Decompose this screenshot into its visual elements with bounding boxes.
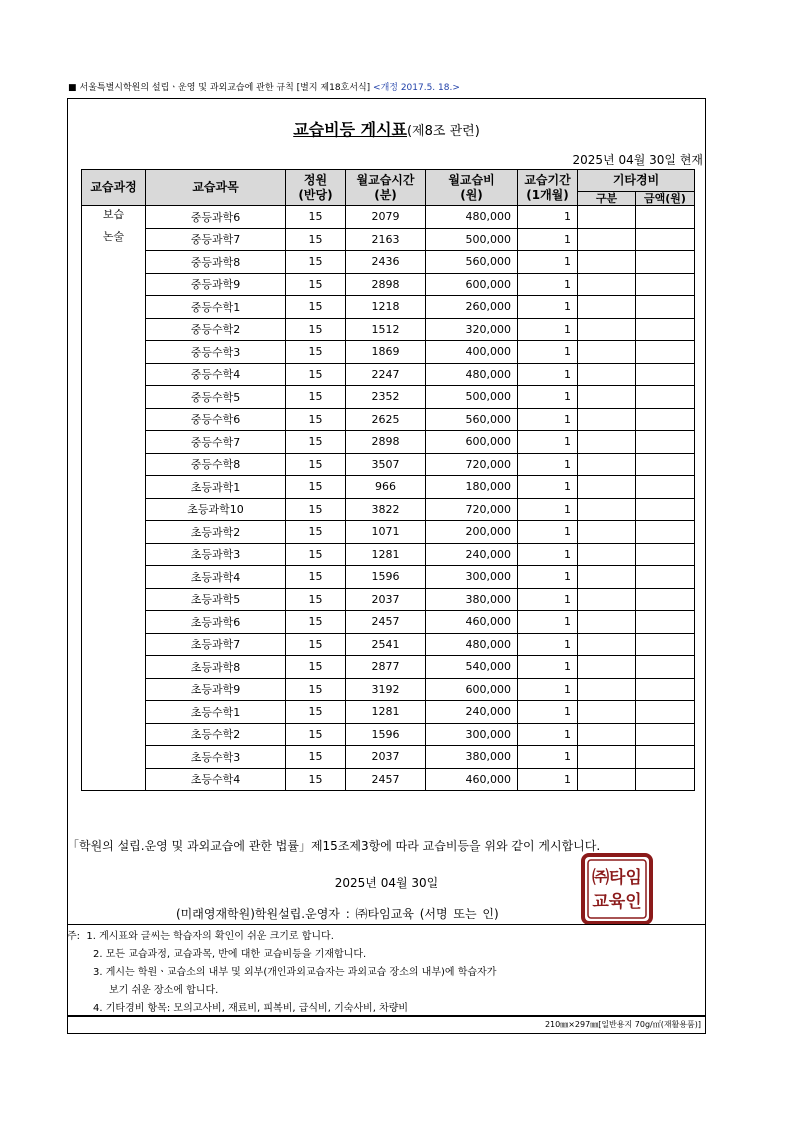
header-other-expenses: 기타경비 — [578, 170, 695, 192]
hours-cell: 1071 — [346, 521, 426, 544]
period-cell: 1 — [518, 723, 578, 746]
paper-spec: 210㎜×297㎜[일반용지 70g/㎡(재활용품)] — [544, 1020, 701, 1029]
table-row — [82, 273, 695, 296]
table-row — [82, 363, 695, 386]
header-period-line2: (1개월) — [526, 187, 569, 202]
hours-cell: 1596 — [346, 566, 426, 589]
subject-cell: 초등과학5 — [146, 588, 286, 611]
other-type-cell — [578, 251, 636, 274]
note-1: 1. 게시표와 글씨는 학습자의 확인이 쉬운 크기로 합니다. — [86, 931, 334, 942]
period-cell: 1 — [518, 318, 578, 341]
fee-cell: 500,000 — [426, 228, 518, 251]
course-cell — [82, 431, 146, 454]
period-cell: 1 — [518, 701, 578, 724]
revision-note: <개정 2017.5. 18.> — [373, 83, 460, 93]
subject-cell: 초등과학6 — [146, 611, 286, 634]
other-type-cell — [578, 408, 636, 431]
table-row — [82, 566, 695, 589]
subject-cell: 중등수학5 — [146, 386, 286, 409]
header-fee-line2: (원) — [460, 187, 483, 202]
subject-cell: 중등과학9 — [146, 273, 286, 296]
course-cell — [82, 318, 146, 341]
other-amount-cell — [636, 746, 695, 769]
header-hours-line1: 월교습시간 — [356, 172, 415, 187]
header-capacity-line1: 정원 — [303, 172, 328, 187]
capacity-cell: 15 — [286, 251, 346, 274]
fee-cell: 180,000 — [426, 476, 518, 499]
course-cell — [82, 678, 146, 701]
subject-cell: 초등과학8 — [146, 656, 286, 679]
capacity-cell: 15 — [286, 363, 346, 386]
hours-cell: 3507 — [346, 453, 426, 476]
course-cell — [82, 251, 146, 274]
subject-cell: 초등과학1 — [146, 476, 286, 499]
table-row — [82, 431, 695, 454]
table-row — [82, 296, 695, 319]
table-row — [82, 206, 695, 229]
hours-cell: 2625 — [346, 408, 426, 431]
subject-cell: 중등과학7 — [146, 228, 286, 251]
note-3-continued: 보기 쉬운 장소에 합니다. — [109, 985, 219, 996]
period-cell: 1 — [518, 768, 578, 791]
capacity-cell: 15 — [286, 273, 346, 296]
table-row — [82, 408, 695, 431]
course-cell — [82, 498, 146, 521]
other-amount-cell — [636, 543, 695, 566]
period-cell: 1 — [518, 341, 578, 364]
course-cell — [82, 543, 146, 566]
course-cell — [82, 701, 146, 724]
capacity-cell: 15 — [286, 746, 346, 769]
other-amount-cell — [636, 318, 695, 341]
period-cell: 1 — [518, 363, 578, 386]
capacity-cell: 15 — [286, 386, 346, 409]
subject-cell: 중등수학7 — [146, 431, 286, 454]
hours-cell: 1218 — [346, 296, 426, 319]
hours-cell: 2037 — [346, 588, 426, 611]
header-other-type: 구분 — [578, 192, 636, 206]
capacity-cell: 15 — [286, 656, 346, 679]
other-type-cell — [578, 363, 636, 386]
fee-cell: 240,000 — [426, 543, 518, 566]
course-cell — [82, 746, 146, 769]
table-row — [82, 521, 695, 544]
note-3: 3. 게시는 학원ㆍ교습소의 내부 및 외부(개인과외교습자는 과외교습 장소의 내부)에 학습자가 — [93, 967, 497, 978]
subject-cell: 중등과학8 — [146, 251, 286, 274]
fee-cell: 720,000 — [426, 498, 518, 521]
subject-cell: 중등수학3 — [146, 341, 286, 364]
subject-cell: 중등과학6 — [146, 206, 286, 229]
subject-cell: 초등수학1 — [146, 701, 286, 724]
period-cell: 1 — [518, 633, 578, 656]
capacity-cell: 15 — [286, 498, 346, 521]
capacity-cell: 15 — [286, 228, 346, 251]
other-type-cell — [578, 588, 636, 611]
other-amount-cell — [636, 206, 695, 229]
period-cell: 1 — [518, 678, 578, 701]
other-type-cell — [578, 768, 636, 791]
title-sub: (제8조 관련) — [406, 124, 480, 139]
table-row — [82, 251, 695, 274]
other-type-cell — [578, 476, 636, 499]
table-row — [82, 386, 695, 409]
hours-cell: 2352 — [346, 386, 426, 409]
other-type-cell — [578, 296, 636, 319]
header-subject: 교습과목 — [146, 170, 286, 206]
title-main: 교습비등 게시표 — [293, 120, 407, 139]
other-type-cell — [578, 341, 636, 364]
period-cell: 1 — [518, 476, 578, 499]
other-amount-cell — [636, 251, 695, 274]
other-amount-cell — [636, 701, 695, 724]
subject-cell: 중등수학8 — [146, 453, 286, 476]
hours-cell: 1281 — [346, 701, 426, 724]
as-of-date: 2025년 04월 30일 현재 — [572, 153, 703, 167]
other-amount-cell — [636, 723, 695, 746]
hours-cell: 2079 — [346, 206, 426, 229]
capacity-cell: 15 — [286, 611, 346, 634]
hours-cell: 2457 — [346, 768, 426, 791]
other-type-cell — [578, 656, 636, 679]
capacity-cell: 15 — [286, 701, 346, 724]
other-amount-cell — [636, 768, 695, 791]
header-marker: ■ — [68, 83, 77, 93]
period-cell: 1 — [518, 521, 578, 544]
capacity-cell: 15 — [286, 453, 346, 476]
posting-statement: 「학원의 설립.운영 및 과외교습에 관한 법률」제15조제3항에 따라 교습비등을 위와 같이 게시합니다. — [67, 839, 601, 853]
table-row — [82, 341, 695, 364]
other-amount-cell — [636, 386, 695, 409]
regulation-reference: 서울특별시학원의 설립ㆍ운영 및 과외교습에 관한 규칙 [별지 제18호서식] — [79, 83, 371, 93]
subject-cell: 초등과학3 — [146, 543, 286, 566]
other-amount-cell — [636, 363, 695, 386]
course-cell — [82, 633, 146, 656]
fee-cell: 480,000 — [426, 363, 518, 386]
other-type-cell — [578, 746, 636, 769]
seal-text-bottom: 교육인 — [592, 892, 642, 912]
hours-cell: 2541 — [346, 633, 426, 656]
period-cell: 1 — [518, 588, 578, 611]
course-cell: 논술 — [82, 228, 146, 251]
fee-cell: 600,000 — [426, 431, 518, 454]
period-cell: 1 — [518, 498, 578, 521]
other-amount-cell — [636, 588, 695, 611]
period-cell: 1 — [518, 431, 578, 454]
fee-cell: 380,000 — [426, 746, 518, 769]
subject-cell: 초등과학2 — [146, 521, 286, 544]
subject-cell: 초등과학7 — [146, 633, 286, 656]
capacity-cell: 15 — [286, 431, 346, 454]
header-fee — [426, 170, 518, 206]
course-cell — [82, 476, 146, 499]
other-type-cell — [578, 453, 636, 476]
fee-cell: 400,000 — [426, 341, 518, 364]
subject-cell: 초등과학4 — [146, 566, 286, 589]
other-amount-cell — [636, 521, 695, 544]
capacity-cell: 15 — [286, 341, 346, 364]
table-row — [82, 228, 695, 251]
other-amount-cell — [636, 453, 695, 476]
capacity-cell: 15 — [286, 206, 346, 229]
hours-cell: 1869 — [346, 341, 426, 364]
subject-cell: 초등과학10 — [146, 498, 286, 521]
other-amount-cell — [636, 408, 695, 431]
capacity-cell: 15 — [286, 678, 346, 701]
header-fee-line1: 월교습비 — [448, 172, 495, 187]
seal-border — [583, 855, 651, 923]
capacity-cell: 15 — [286, 543, 346, 566]
subject-cell: 초등수학4 — [146, 768, 286, 791]
hours-cell: 3192 — [346, 678, 426, 701]
subject-cell: 중등수학6 — [146, 408, 286, 431]
course-cell — [82, 611, 146, 634]
other-type-cell — [578, 566, 636, 589]
notes-label: 주: — [67, 931, 81, 942]
hours-cell: 2436 — [346, 251, 426, 274]
table-row — [82, 611, 695, 634]
other-type-cell — [578, 273, 636, 296]
hours-cell: 2163 — [346, 228, 426, 251]
company-seal — [581, 853, 653, 925]
other-type-cell — [578, 498, 636, 521]
course-cell — [82, 521, 146, 544]
fee-cell: 460,000 — [426, 611, 518, 634]
period-cell: 1 — [518, 611, 578, 634]
period-cell: 1 — [518, 206, 578, 229]
other-type-cell — [578, 521, 636, 544]
fee-cell: 560,000 — [426, 251, 518, 274]
hours-cell: 1596 — [346, 723, 426, 746]
hours-cell: 2457 — [346, 611, 426, 634]
course-cell — [82, 273, 146, 296]
other-amount-cell — [636, 341, 695, 364]
hours-cell: 1512 — [346, 318, 426, 341]
hours-cell: 2247 — [346, 363, 426, 386]
course-cell — [82, 768, 146, 791]
header-hours — [346, 170, 426, 206]
fee-cell: 300,000 — [426, 723, 518, 746]
other-amount-cell — [636, 611, 695, 634]
capacity-cell: 15 — [286, 476, 346, 499]
other-amount-cell — [636, 656, 695, 679]
table-row — [82, 656, 695, 679]
header-capacity — [286, 170, 346, 206]
period-cell: 1 — [518, 386, 578, 409]
hours-cell: 3822 — [346, 498, 426, 521]
table-row — [82, 498, 695, 521]
capacity-cell: 15 — [286, 588, 346, 611]
course-cell — [82, 588, 146, 611]
header-period — [518, 170, 578, 206]
other-type-cell — [578, 318, 636, 341]
signer-line: (미래영재학원)학원설립.운영자 : ㈜타임교육 (서명 또는 인) — [176, 907, 499, 921]
fee-table — [81, 169, 695, 791]
subject-cell: 중등수학2 — [146, 318, 286, 341]
fee-cell: 480,000 — [426, 206, 518, 229]
other-type-cell — [578, 431, 636, 454]
fee-cell: 260,000 — [426, 296, 518, 319]
period-cell: 1 — [518, 746, 578, 769]
subject-cell: 초등수학3 — [146, 746, 286, 769]
header-course: 교습과정 — [82, 170, 146, 206]
capacity-cell: 15 — [286, 566, 346, 589]
other-amount-cell — [636, 296, 695, 319]
fee-cell: 720,000 — [426, 453, 518, 476]
subject-cell: 초등수학2 — [146, 723, 286, 746]
hours-cell: 1281 — [346, 543, 426, 566]
form-frame — [67, 98, 706, 1034]
capacity-cell: 15 — [286, 296, 346, 319]
other-amount-cell — [636, 228, 695, 251]
period-cell: 1 — [518, 566, 578, 589]
capacity-cell: 15 — [286, 521, 346, 544]
fee-cell: 500,000 — [426, 386, 518, 409]
table-row — [82, 768, 695, 791]
form-header — [68, 80, 460, 93]
course-cell — [82, 296, 146, 319]
capacity-cell: 15 — [286, 723, 346, 746]
other-type-cell — [578, 633, 636, 656]
period-cell: 1 — [518, 656, 578, 679]
period-cell: 1 — [518, 296, 578, 319]
other-amount-cell — [636, 633, 695, 656]
other-amount-cell — [636, 566, 695, 589]
capacity-cell: 15 — [286, 408, 346, 431]
fee-table-body — [82, 206, 695, 791]
fee-cell: 540,000 — [426, 656, 518, 679]
other-type-cell — [578, 206, 636, 229]
course-cell — [82, 341, 146, 364]
other-type-cell — [578, 543, 636, 566]
period-cell: 1 — [518, 453, 578, 476]
subject-cell: 중등수학4 — [146, 363, 286, 386]
bottom-rule — [68, 1015, 705, 1017]
subject-cell: 중등수학1 — [146, 296, 286, 319]
period-cell: 1 — [518, 543, 578, 566]
fee-cell: 380,000 — [426, 588, 518, 611]
fee-cell: 300,000 — [426, 566, 518, 589]
period-cell: 1 — [518, 273, 578, 296]
fee-cell: 480,000 — [426, 633, 518, 656]
capacity-cell: 15 — [286, 768, 346, 791]
other-type-cell — [578, 228, 636, 251]
table-row — [82, 678, 695, 701]
form-title — [68, 117, 705, 140]
header-other-amount: 금액(원) — [636, 192, 695, 206]
table-row — [82, 543, 695, 566]
table-row — [82, 633, 695, 656]
capacity-cell: 15 — [286, 318, 346, 341]
sign-date: 2025년 04월 30일 — [334, 876, 439, 890]
course-cell — [82, 723, 146, 746]
table-row — [82, 701, 695, 724]
period-cell: 1 — [518, 408, 578, 431]
notes-section — [67, 928, 496, 1018]
other-amount-cell — [636, 476, 695, 499]
other-amount-cell — [636, 678, 695, 701]
course-cell — [82, 566, 146, 589]
hours-cell: 2898 — [346, 431, 426, 454]
course-cell: 보습 — [82, 206, 146, 229]
fee-cell: 600,000 — [426, 678, 518, 701]
other-amount-cell — [636, 273, 695, 296]
header-period-line1: 교습기간 — [524, 172, 571, 187]
table-row — [82, 476, 695, 499]
course-cell — [82, 386, 146, 409]
seal-text-top: ㈜타임 — [592, 868, 642, 888]
course-cell — [82, 656, 146, 679]
other-amount-cell — [636, 498, 695, 521]
other-type-cell — [578, 723, 636, 746]
notes-divider — [68, 924, 705, 925]
header-capacity-line2: (반당) — [298, 187, 333, 202]
period-cell: 1 — [518, 228, 578, 251]
hours-cell: 2037 — [346, 746, 426, 769]
fee-cell: 240,000 — [426, 701, 518, 724]
table-row — [82, 588, 695, 611]
period-cell: 1 — [518, 251, 578, 274]
fee-cell: 460,000 — [426, 768, 518, 791]
other-type-cell — [578, 678, 636, 701]
note-line-1 — [67, 928, 496, 946]
hours-cell: 966 — [346, 476, 426, 499]
hours-cell: 2877 — [346, 656, 426, 679]
subject-cell: 초등과학9 — [146, 678, 286, 701]
course-cell — [82, 453, 146, 476]
other-type-cell — [578, 701, 636, 724]
other-amount-cell — [636, 431, 695, 454]
hours-cell: 2898 — [346, 273, 426, 296]
note-4: 4. 기타경비 항목: 모의고사비, 재료비, 피복비, 급식비, 기숙사비, 차량비 — [93, 1003, 409, 1014]
fee-cell: 320,000 — [426, 318, 518, 341]
table-row — [82, 453, 695, 476]
capacity-cell: 15 — [286, 633, 346, 656]
table-row — [82, 318, 695, 341]
table-row — [82, 723, 695, 746]
header-hours-line2: (분) — [374, 187, 397, 202]
course-cell — [82, 408, 146, 431]
fee-cell: 200,000 — [426, 521, 518, 544]
other-type-cell — [578, 611, 636, 634]
course-cell — [82, 363, 146, 386]
fee-cell: 600,000 — [426, 273, 518, 296]
note-2: 2. 모든 교습과정, 교습과목, 반에 대한 교습비등을 기재합니다. — [93, 949, 367, 960]
other-type-cell — [578, 386, 636, 409]
fee-cell: 560,000 — [426, 408, 518, 431]
table-row — [82, 746, 695, 769]
